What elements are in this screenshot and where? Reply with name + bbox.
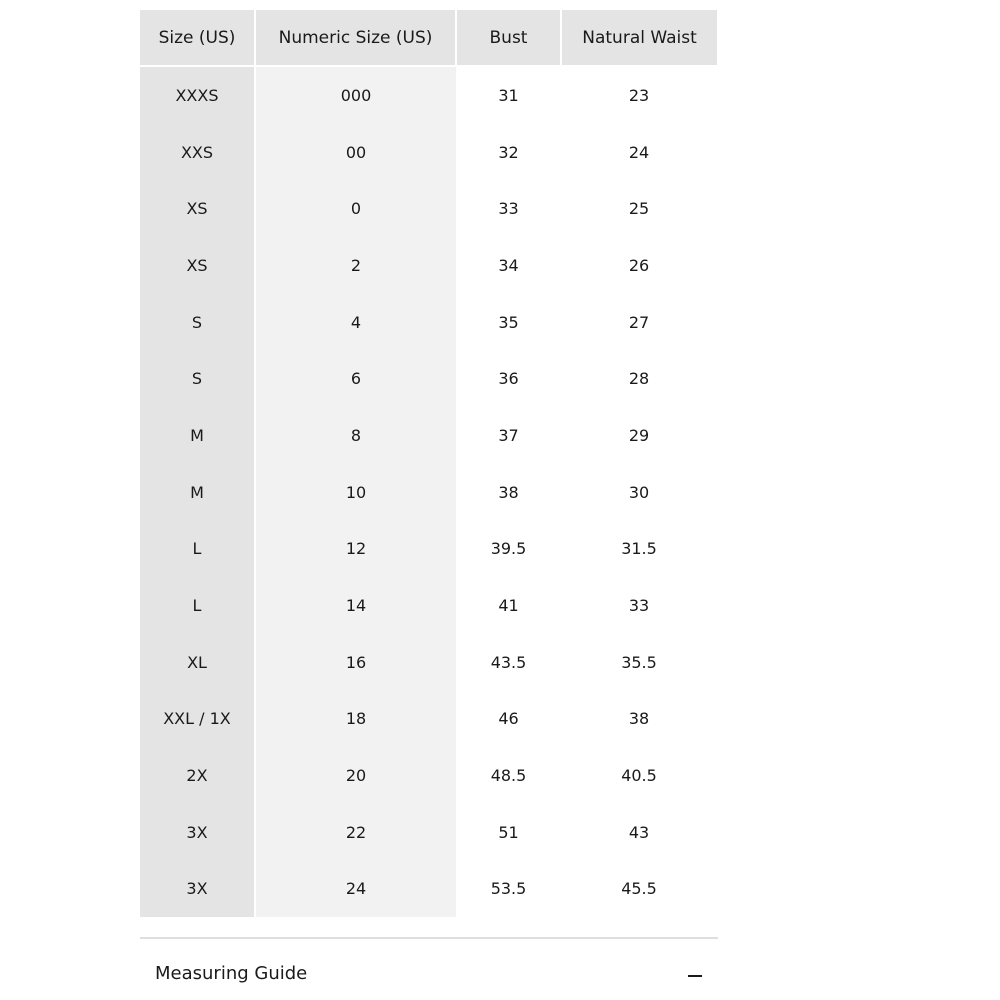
table-row [140, 180, 717, 237]
cell-size-us: 2X [140, 747, 255, 804]
cell-size-us: XL [140, 634, 255, 691]
cell-bust: 38 [456, 464, 561, 521]
table-row [140, 747, 717, 804]
cell-size-us: L [140, 521, 255, 578]
header-row [140, 10, 717, 66]
table-row [140, 804, 717, 861]
cell-size-us: S [140, 350, 255, 407]
cell-bust: 39.5 [456, 521, 561, 578]
cell-bust: 43.5 [456, 634, 561, 691]
cell-natural-waist: 27 [561, 294, 717, 351]
table-row [140, 464, 717, 521]
cell-natural-waist: 26 [561, 237, 717, 294]
cell-natural-waist: 35.5 [561, 634, 717, 691]
cell-numeric-size: 00 [255, 124, 456, 181]
cell-size-us: XXL / 1X [140, 691, 255, 748]
table-header [140, 10, 717, 66]
cell-size-us: XXXS [140, 66, 255, 124]
cell-numeric-size: 22 [255, 804, 456, 861]
table-row [140, 577, 717, 634]
cell-natural-waist: 29 [561, 407, 717, 464]
cell-size-us: XXS [140, 124, 255, 181]
minus-icon[interactable] [688, 975, 702, 977]
cell-bust: 51 [456, 804, 561, 861]
table-row [140, 350, 717, 407]
cell-bust: 35 [456, 294, 561, 351]
measuring-guide-label: Measuring Guide [155, 963, 308, 984]
cell-bust: 46 [456, 691, 561, 748]
cell-bust: 36 [456, 350, 561, 407]
cell-bust: 48.5 [456, 747, 561, 804]
cell-size-us: M [140, 407, 255, 464]
table-body [140, 66, 717, 917]
cell-numeric-size: 18 [255, 691, 456, 748]
cell-size-us: M [140, 464, 255, 521]
table-row [140, 691, 717, 748]
cell-bust: 41 [456, 577, 561, 634]
table-row [140, 124, 717, 181]
cell-natural-waist: 38 [561, 691, 717, 748]
table-row [140, 861, 717, 918]
cell-natural-waist: 24 [561, 124, 717, 181]
cell-natural-waist: 28 [561, 350, 717, 407]
cell-bust: 53.5 [456, 861, 561, 918]
cell-natural-waist: 40.5 [561, 747, 717, 804]
cell-numeric-size: 6 [255, 350, 456, 407]
header-natural-waist: Natural Waist [561, 10, 717, 66]
cell-bust: 33 [456, 180, 561, 237]
cell-natural-waist: 30 [561, 464, 717, 521]
cell-natural-waist: 43 [561, 804, 717, 861]
cell-bust: 37 [456, 407, 561, 464]
cell-natural-waist: 33 [561, 577, 717, 634]
cell-numeric-size: 12 [255, 521, 456, 578]
cell-numeric-size: 24 [255, 861, 456, 918]
cell-size-us: L [140, 577, 255, 634]
cell-numeric-size: 20 [255, 747, 456, 804]
table-row [140, 521, 717, 578]
divider [140, 937, 718, 939]
cell-size-us: 3X [140, 804, 255, 861]
size-chart-table [140, 10, 717, 917]
table-row [140, 634, 717, 691]
table-row [140, 294, 717, 351]
cell-size-us: XS [140, 180, 255, 237]
table-row [140, 66, 717, 124]
cell-natural-waist: 23 [561, 66, 717, 124]
cell-size-us: XS [140, 237, 255, 294]
cell-natural-waist: 31.5 [561, 521, 717, 578]
cell-bust: 31 [456, 66, 561, 124]
cell-natural-waist: 25 [561, 180, 717, 237]
cell-size-us: S [140, 294, 255, 351]
cell-numeric-size: 10 [255, 464, 456, 521]
header-bust: Bust [456, 10, 561, 66]
cell-numeric-size: 4 [255, 294, 456, 351]
cell-numeric-size: 16 [255, 634, 456, 691]
cell-natural-waist: 45.5 [561, 861, 717, 918]
cell-numeric-size: 0 [255, 180, 456, 237]
cell-numeric-size: 000 [255, 66, 456, 124]
measuring-guide-toggle[interactable] [140, 955, 718, 995]
cell-numeric-size: 8 [255, 407, 456, 464]
cell-numeric-size: 2 [255, 237, 456, 294]
cell-bust: 34 [456, 237, 561, 294]
cell-numeric-size: 14 [255, 577, 456, 634]
header-numeric-size-us: Numeric Size (US) [255, 10, 456, 66]
cell-size-us: 3X [140, 861, 255, 918]
header-size-us: Size (US) [140, 10, 255, 66]
cell-bust: 32 [456, 124, 561, 181]
table-row [140, 237, 717, 294]
table-row [140, 407, 717, 464]
